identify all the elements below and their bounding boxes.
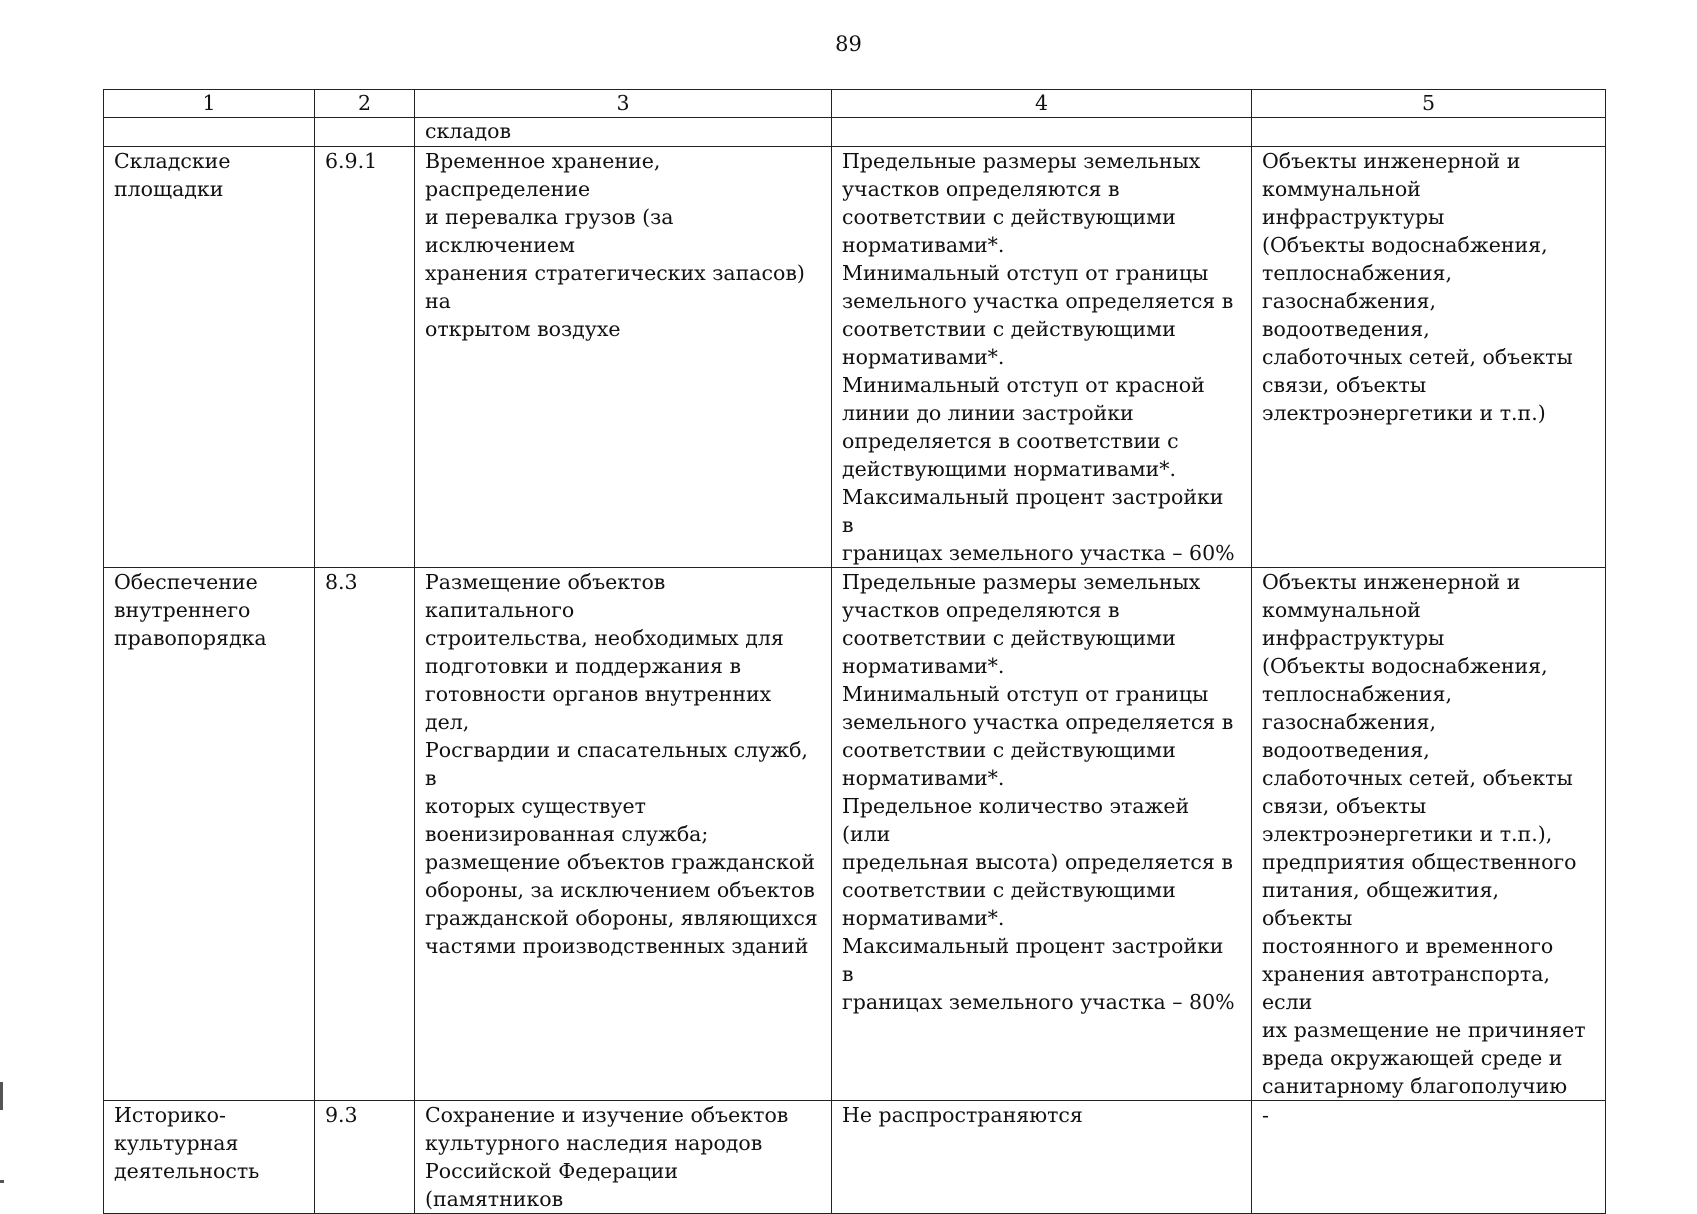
table-cell (832, 118, 1252, 147)
header-col-5: 5 (1252, 90, 1606, 118)
header-col-4: 4 (832, 90, 1252, 118)
use-type-description: Временное хранение, распределение и перевалка грузов (за исключением хранения стратегических запасов) на открытом воздухе (415, 147, 832, 568)
table-cell (104, 118, 315, 147)
table-row (104, 147, 1606, 568)
table-row (104, 1101, 1606, 1214)
header-col-1: 1 (104, 90, 315, 118)
auxiliary-uses: Объекты инженерной и коммунальной инфраструктуры (Объекты водоснабжения, теплоснабжения, газоснабжения, водоотведения, слаботочных сетей, объекты связи, объекты электроэнергетики и т.п.) (1252, 147, 1606, 568)
use-type-name: Обеспечение внутреннего правопорядка (104, 568, 315, 1101)
scan-margin-mark (0, 1082, 3, 1110)
table-cell (315, 118, 415, 147)
header-col-2: 2 (315, 90, 415, 118)
table-cell (1252, 118, 1606, 147)
use-type-name: Складские площадки (104, 147, 315, 568)
use-type-description: Размещение объектов капитального строительства, необходимых для подготовки и поддержания в готовности органов внутренних дел, Росгвардии и спасательных служб, в которых существует военизированная служба; размещение объектов гражданской обороны, за исключением объектов гражданской обороны, являющихся частями производственных зданий (415, 568, 832, 1101)
table-row (104, 568, 1606, 1101)
use-type-code: 6.9.1 (315, 147, 415, 568)
building-parameters: Не распространяются (832, 1101, 1252, 1214)
page-number: 89 (835, 32, 862, 56)
table-header-row (104, 90, 1606, 118)
table-cell: складов (415, 118, 832, 147)
use-type-code: 8.3 (315, 568, 415, 1101)
header-col-3: 3 (415, 90, 832, 118)
building-parameters: Предельные размеры земельных участков определяются в соответствии с действующими нормативами*. Минимальный отступ от границы земельного участка определяется в соответствии с действующими нормативами*. Предельное количество этажей (или предельная высота) определяется в соответствии с действующими нормативами*. Максимальный процент застройки в границах земельного участка – 80% (832, 568, 1252, 1101)
auxiliary-uses: Объекты инженерной и коммунальной инфраструктуры (Объекты водоснабжения, теплоснабжения, газоснабжения, водоотведения, слаботочных сетей, объекты связи, объекты электроэнергетики и т.п.), предприятия общественного питания, общежития, объекты постоянного и временного хранения автотранспорта, если их размещение не причиняет вреда окружающей среде и санитарному благополучию (1252, 568, 1606, 1101)
continuation-row (104, 118, 1606, 147)
scan-margin-mark (0, 1180, 4, 1183)
use-type-name: Историко- культурная деятельность (104, 1101, 315, 1214)
building-parameters: Предельные размеры земельных участков определяются в соответствии с действующими нормативами*. Минимальный отступ от границы земельного участка определяется в соответствии с действующими нормативами*. Минимальный отступ от красной линии до линии застройки определяется в соответствии с действующими нормативами*. Максимальный процент застройки в границах земельного участка – 60% (832, 147, 1252, 568)
land-use-table (103, 89, 1606, 1214)
auxiliary-uses: - (1252, 1101, 1606, 1214)
use-type-code: 9.3 (315, 1101, 415, 1214)
use-type-description: Сохранение и изучение объектов культурного наследия народов Российской Федерации (памятников (415, 1101, 832, 1214)
